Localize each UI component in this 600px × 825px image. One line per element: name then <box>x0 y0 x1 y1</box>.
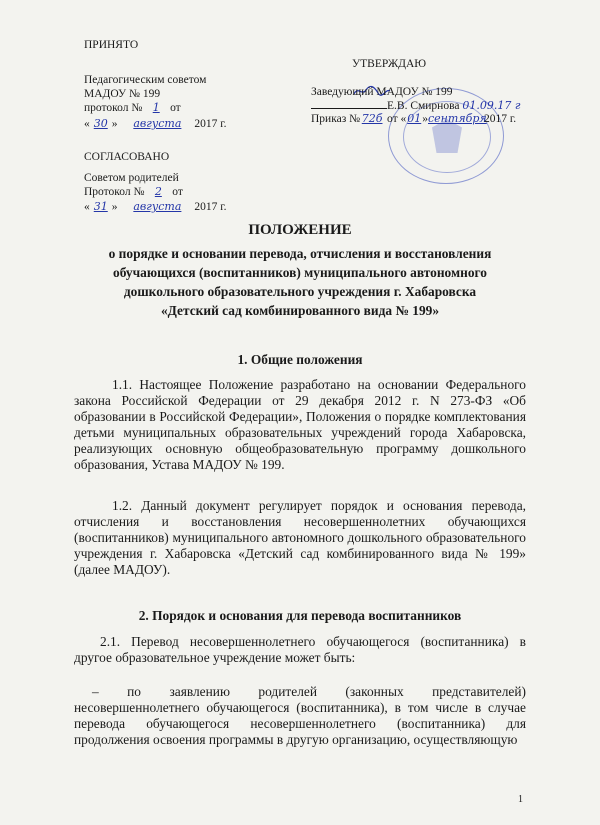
title-line-4: «Детский сад комбинированного вида № 199» <box>160 303 440 318</box>
head-name-line <box>311 98 520 113</box>
parents-date-year: 2017 г. <box>194 201 227 213</box>
protocol-line <box>84 101 181 115</box>
date-open-quote: « <box>84 118 90 130</box>
head-signature-date: 01.09.17 г <box>462 99 521 112</box>
section-1-heading: 1. Общие положения <box>237 352 363 367</box>
protocol-label: протокол № <box>84 102 143 114</box>
protocol-date-year: 2017 г. <box>194 118 227 130</box>
parents-date-close-quote: » <box>111 201 118 213</box>
order-ot: от <box>387 113 398 125</box>
date-close-quote: » <box>111 118 118 130</box>
order-date-open-quote: « <box>400 113 407 125</box>
head-name: Е.В. Смирнова <box>387 100 460 112</box>
title-line-1: о порядке и основании перевода, отчисления и восстановления <box>108 246 492 261</box>
parents-protocol-number: 2 <box>154 185 162 198</box>
parents-date-open-quote: « <box>84 201 90 213</box>
council-line-2: МАДОУ № 199 <box>84 88 161 100</box>
parents-date-day: 31 <box>93 200 108 213</box>
protocol-date-day: 30 <box>93 117 108 130</box>
parents-council-line: Советом родителей <box>84 172 179 184</box>
section-1-paragraph-1: 1.1. Настоящее Положение разработано на основании Федерального закона Российской Федерации от 29 декабря 2012 г. N 273-ФЗ «Об образовании в Российской Федерации», Положения о порядке комплектования детьми муниципальных образовательных учреждений города Хабаровска, реализующих основную общеобразовательную программу дошкольного образования, Устава МАДОУ № 199. <box>74 377 526 472</box>
document-title: ПОЛОЖЕНИЕ <box>248 222 352 238</box>
section-2-paragraph-2: – по заявлению родителей (законных представителей) несовершеннолетнего обучающегося (воспитанника), в том числе в случае перевода обучающегося несовершеннолетнего (воспитанника) для продолжения освоения программы в другую организацию, осуществляющую <box>74 684 526 747</box>
order-date-year: 2017 г. <box>484 113 517 125</box>
protocol-ot: от <box>170 102 181 114</box>
order-date-close-quote: » <box>422 113 428 125</box>
order-date-month: сентября <box>428 112 487 125</box>
order-line <box>311 112 516 126</box>
parents-protocol-label: Протокол № <box>84 186 145 198</box>
agreed-label: СОГЛАСОВАНО <box>84 151 170 163</box>
council-line-1: Педагогическим советом <box>84 74 207 86</box>
section-2-paragraph-1: 2.1. Перевод несовершеннолетнего обучающегося (воспитанника) в другое образовательное учреждение может быть: <box>74 634 526 665</box>
order-date-day: 01 <box>407 112 422 125</box>
order-label: Приказ № <box>311 113 361 125</box>
approve-label: УТВЕРЖДАЮ <box>352 58 427 70</box>
title-line-3: дошкольного образовательного учреждения г. Хабаровска <box>123 284 477 299</box>
parents-date-month: августа <box>133 200 182 213</box>
protocol-date-month: августа <box>133 117 182 130</box>
parents-protocol-ot: от <box>172 186 183 198</box>
parents-protocol-line <box>84 185 183 199</box>
head-position: Заведующий МАДОУ № 199 <box>311 86 453 98</box>
order-number: 72б <box>361 112 383 125</box>
section-1-paragraph-2: 1.2. Данный документ регулирует порядок и основания перевода, отчисления и восстановления несовершеннолетних обучающихся (воспитанников) муниципального автономного дошкольного образовательного учреждения г. Хабаровска «Детский сад комбинированного вида № 199» (далее МАДОУ). <box>74 498 526 577</box>
accepted-label: ПРИНЯТО <box>84 39 139 51</box>
title-line-2: обучающихся (воспитанников) муниципального автономного <box>113 265 487 280</box>
protocol-date-line <box>84 117 227 131</box>
parents-date-line <box>84 200 227 214</box>
page-number: 1 <box>518 794 523 805</box>
section-2-heading: 2. Порядок и основания для перевода воспитанников <box>138 608 462 623</box>
protocol-number: 1 <box>152 101 160 114</box>
